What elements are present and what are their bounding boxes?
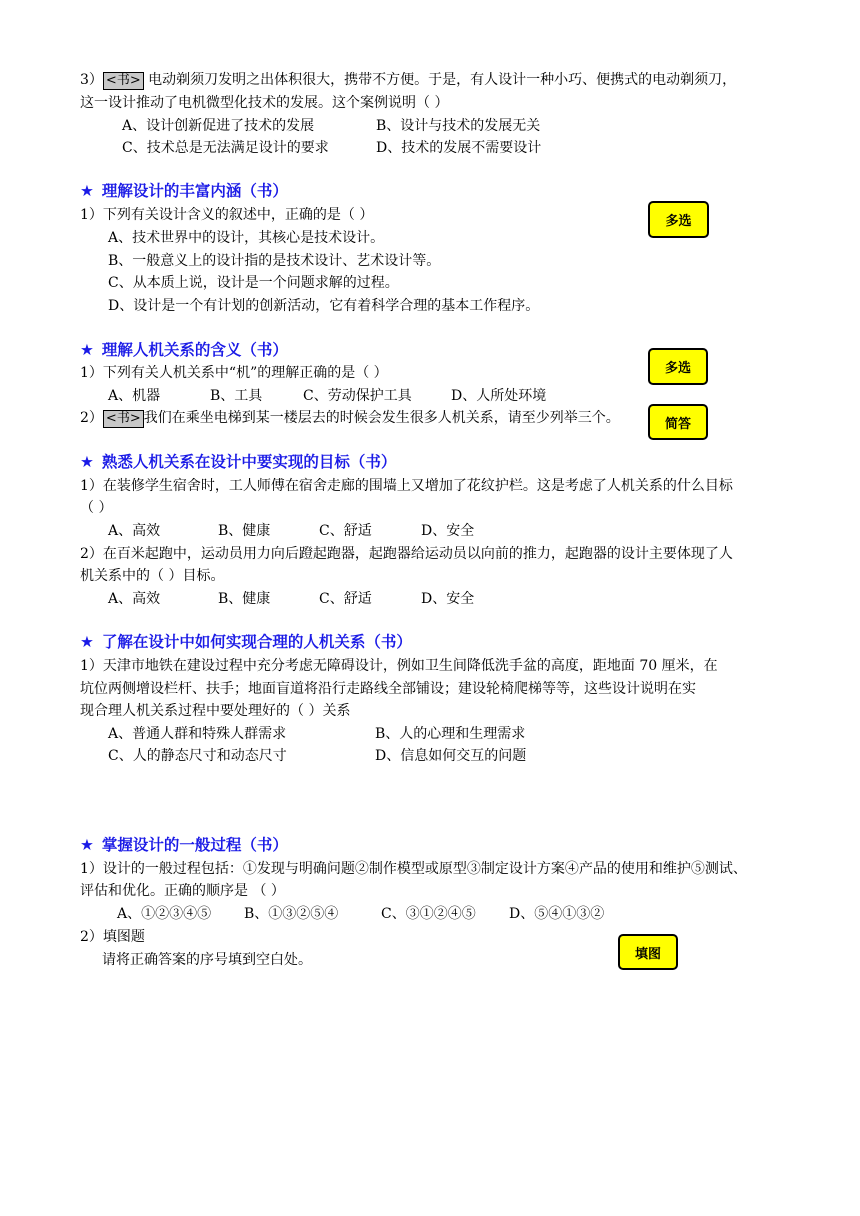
option-c: C、③①②④⑤: [381, 906, 476, 922]
star-icon: ★: [80, 453, 94, 471]
option-c: C、舒适: [319, 591, 372, 607]
section-title: 熟悉人机关系在设计中要实现的目标（书）: [101, 453, 397, 471]
option-b: B、①③②⑤④: [244, 906, 339, 922]
option-d: D、安全: [421, 523, 475, 539]
option-b: B、人的心理和生理需求: [375, 726, 526, 742]
option-a: A、①②③④⑤: [117, 906, 212, 922]
star-icon: ★: [80, 182, 94, 200]
option-c: C、人的静态尺寸和动态尺寸: [108, 748, 287, 764]
question-text: 2）在百米起跑中，运动员用力向后蹬起跑器，起跑器给运动员以向前的推力，起跑器的设计主要体现了人: [80, 546, 733, 562]
option-d: D、信息如何交互的问题: [375, 748, 527, 764]
question-text: （ ）: [80, 500, 113, 516]
section-heading: [80, 340, 288, 360]
section-heading: [80, 181, 288, 201]
option-c: C、技术总是无法满足设计的要求: [122, 140, 329, 156]
fill-diagram-badge: 填图: [618, 934, 678, 970]
short-answer-badge: 简答: [648, 404, 708, 440]
option-a: A、高效: [108, 523, 161, 539]
option-b: B、一般意义上的设计指的是技术设计、艺术设计等。: [108, 253, 441, 269]
option-d: D、人所处环境: [451, 388, 547, 404]
star-icon: ★: [80, 633, 94, 651]
question-text: 1）天津市地铁在建设过程中充分考虑无障碍设计，例如卫生间降低洗手盆的高度，距地面 70 厘米，在: [80, 658, 718, 674]
option-c: C、从本质上说，设计是一个问题求解的过程。: [108, 275, 399, 291]
question-2: [80, 408, 620, 428]
section-title: 了解在设计中如何实现合理的人机关系（书）: [101, 633, 412, 651]
option-d: D、⑤④①③②: [509, 906, 605, 922]
question-text: 1）在装修学生宿舍时，工人师傅在宿舍走廊的围墙上又增加了花纹护栏。这是考虑了人机关系的什么目标: [80, 478, 733, 494]
option-a: A、普通人群和特殊人群需求: [108, 726, 287, 742]
section-heading: [80, 632, 412, 652]
option-d: D、安全: [421, 591, 475, 607]
question-text: 1）下列有关人机关系中“机”的理解正确的是（ ）: [80, 365, 388, 381]
section-heading: [80, 835, 288, 855]
section-title: 理解人机关系的含义（书）: [101, 341, 288, 359]
option-a: A、高效: [108, 591, 161, 607]
option-b: B、健康: [218, 523, 271, 539]
option-d: D、设计是一个有计划的创新活动，它有着科学合理的基本工作程序。: [108, 298, 540, 314]
question-text: 1）下列有关设计含义的叙述中，正确的是（ ）: [80, 207, 374, 223]
question-instruction: 请将正确答案的序号填到空白处。: [102, 952, 312, 968]
question-text: 2）填图题: [80, 929, 145, 945]
option-b: B、工具: [210, 388, 263, 404]
option-a: A、设计创新促进了技术的发展: [122, 118, 315, 134]
question-3-line2: 这一设计推动了电机微型化技术的发展。这个案例说明（ ）: [80, 95, 449, 111]
option-a: A、技术世界中的设计，其核心是技术设计。: [108, 230, 385, 246]
option-a: A、机器: [108, 388, 161, 404]
multi-choice-badge: 多选: [648, 348, 708, 385]
book-tag: <书>: [103, 410, 144, 428]
option-b: B、健康: [218, 591, 271, 607]
option-c: C、劳动保护工具: [303, 388, 412, 404]
question-text: 电动剃须刀发明之出体积很大，携带不方便。于是，有人设计一种小巧、便携式的电动剃须刀，: [148, 72, 737, 88]
star-icon: ★: [80, 341, 94, 359]
question-number: 3）: [80, 72, 103, 88]
section-title: 掌握设计的一般过程（书）: [101, 836, 288, 854]
question-text: 1）设计的一般过程包括：①发现与明确问题②制作模型或原型③制定设计方案④产品的使用和维护⑤测试、: [80, 861, 747, 877]
book-tag: <书>: [103, 72, 144, 90]
question-3-line1: [80, 70, 736, 90]
question-number: 2）: [80, 410, 103, 426]
section-title: 理解设计的丰富内涵（书）: [101, 182, 288, 200]
option-b: B、设计与技术的发展无关: [376, 118, 541, 134]
option-d: D、技术的发展不需要设计: [376, 140, 542, 156]
star-icon: ★: [80, 836, 94, 854]
question-text: 坑位两侧增设栏杆、扶手；地面盲道将沿行走路线全部铺设；建设轮椅爬梯等等，这些设计说明在实: [80, 681, 696, 697]
question-text: 我们在乘坐电梯到某一楼层去的时候会发生很多人机关系，请至少列举三个。: [143, 410, 620, 426]
question-text: 机关系中的（ ）目标。: [80, 568, 225, 584]
multi-choice-badge: 多选: [648, 201, 709, 238]
option-c: C、舒适: [319, 523, 372, 539]
question-text: 现合理人机关系过程中要处理好的（ ）关系: [80, 703, 351, 719]
section-heading: [80, 452, 396, 472]
question-text: 评估和优化。正确的顺序是 （ ）: [80, 883, 285, 899]
